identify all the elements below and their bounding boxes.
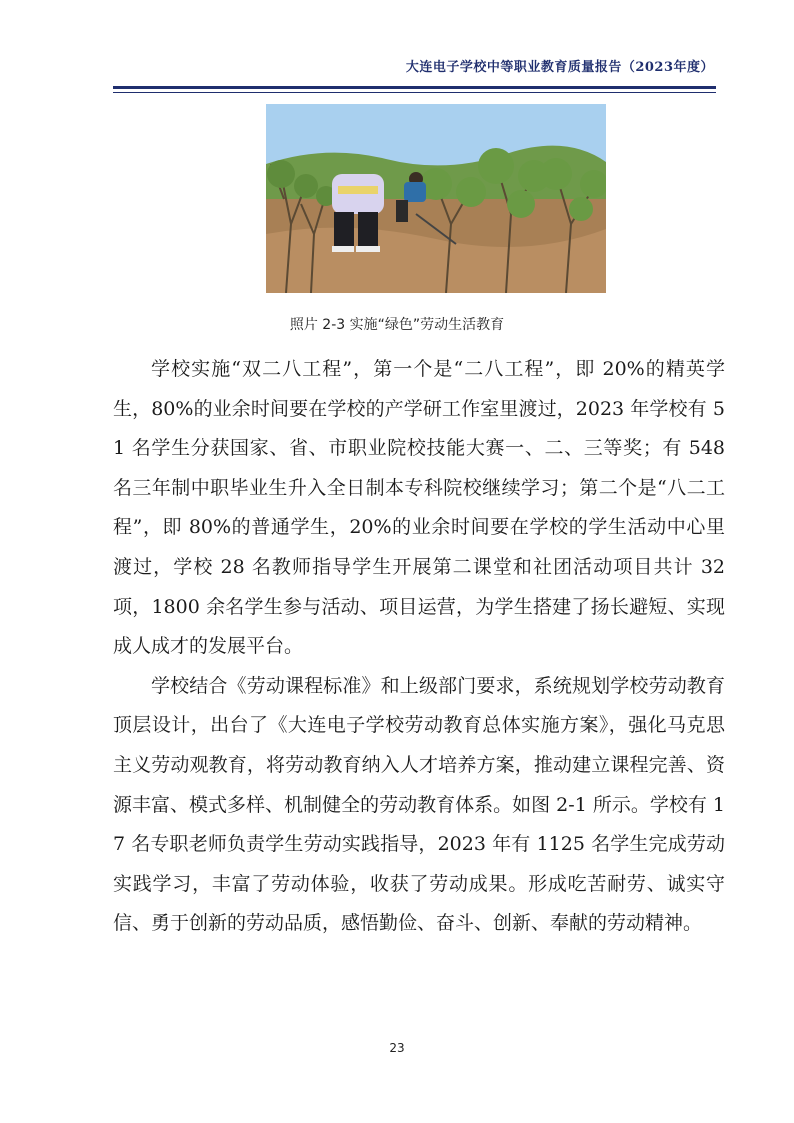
body-text (113, 350, 725, 944)
labor-education-photo (266, 104, 606, 293)
report-header-title: 大连电子学校中等职业教育质量报告（2023年度） (405, 60, 714, 75)
paragraph-1: 学校实施“双二八工程”，第一个是“二八工程”，即 20%的精英学生，80%的业余时间要在学校的产学研工作室里渡过，2023 年学校有 51 名学生分获国家、省、市职业院校技能大赛一、二、三等奖；有 548 名三年制中职毕业生升入全日制本专科院校继续学习；第二个是“八二工程”，即 80%的普通学生，20%的业余时间要在学校的学生活动中心里渡过，学校 28 名教师指导学生开展第二课堂和社团活动项目共计 32 项，1800 余名学生参与活动、项目运营，为学生搭建了扬长避短、实现成人成才的发展平台。 (113, 358, 725, 658)
header-rule-thin (113, 92, 716, 93)
page-number: 23 (389, 1041, 405, 1055)
photo-illustration (266, 104, 606, 293)
figure-caption: 照片 2-3 实施“绿色”劳动生活教育 (289, 317, 505, 333)
header-rule-thick (113, 86, 716, 89)
student-front (332, 174, 384, 252)
paragraph-2: 学校结合《劳动课程标准》和上级部门要求，系统规划学校劳动教育顶层设计，出台了《大连电子学校劳动教育总体实施方案》，强化马克思主义劳动观教育，将劳动教育纳入人才培养方案，推动建立课程完善、资源丰富、模式多样、机制健全的劳动教育体系。如图 2-1 所示。学校有 17 名专职老师负责学生劳动实践指导，2023 年有 1125 名学生完成劳动实践学习，丰富了劳动体验，收获了劳动成果。形成吃苦耐劳、诚实守信、勇于创新的劳动品质，感悟勤俭、奋斗、创新、奉献的劳动精神。 (113, 674, 725, 935)
